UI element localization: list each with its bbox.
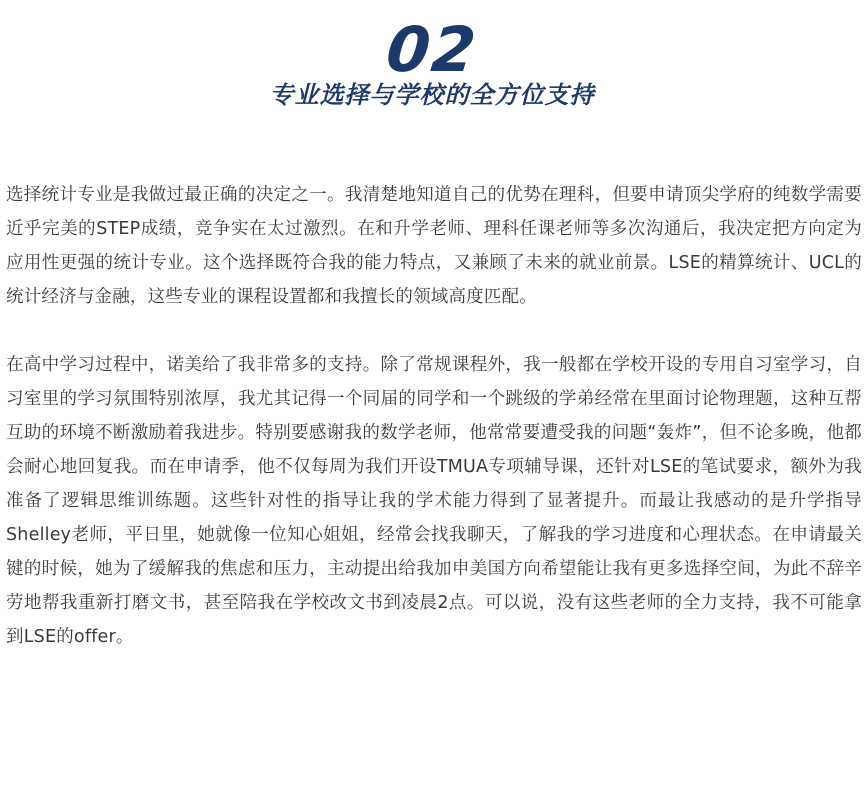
paragraph-school-support: 在高中学习过程中，诺美给了我非常多的支持。除了常规课程外，我一般都在学校开设的专用自习室学习，自习室里的学习氛围特别浓厚，我尤其记得一个同届的同学和一个跳级的学弟经常在里面讨论物理题，这种互帮互助的环境不断激励着我进步。特别要感谢我的数学老师，他常常要遭受我的问题“轰炸”，但不论多晚，他都会耐心地回复我。而在申请季，他不仅每周为我们开设TMUA专项辅导课，还针对LSE的笔试要求，额外为我准备了逻辑思维训练题。这些针对性的指导让我的学术能力得到了显著提升。而最让我感动的是升学指导Shelley老师，平日里，她就像一位知心姐姐，经常会找我聊天，了解我的学习进度和心理状态。在申请最关键的时候，她为了缓解我的焦虑和压力，主动提出给我加申美国方向希望能让我有更多选择空间，为此不辞辛劳地帮我重新打磨文书，甚至陪我在学校改文书到凌晨2点。可以说，没有这些老师的全力支持，我不可能拿到LSE的offer。	[6, 355, 862, 647]
paragraph-major-choice: 选择统计专业是我做过最正确的决定之一。我清楚地知道自己的优势在理科，但要申请顶尖学府的纯数学需要近乎完美的STEP成绩，竞争实在太过激烈。在和升学老师、理科任课老师等多次沟通后，我决定把方向定为应用性更强的统计专业。这个选择既符合我的能力特点，又兼顾了未来的就业前景。LSE的精算统计、UCL的统计经济与金融，这些专业的课程设置都和我擅长的领域高度匹配。	[6, 185, 862, 307]
section-title: 专业选择与学校的全方位支持	[269, 81, 595, 109]
article-body	[6, 178, 862, 654]
section-header	[0, 14, 864, 110]
section-number: 02	[383, 13, 482, 86]
